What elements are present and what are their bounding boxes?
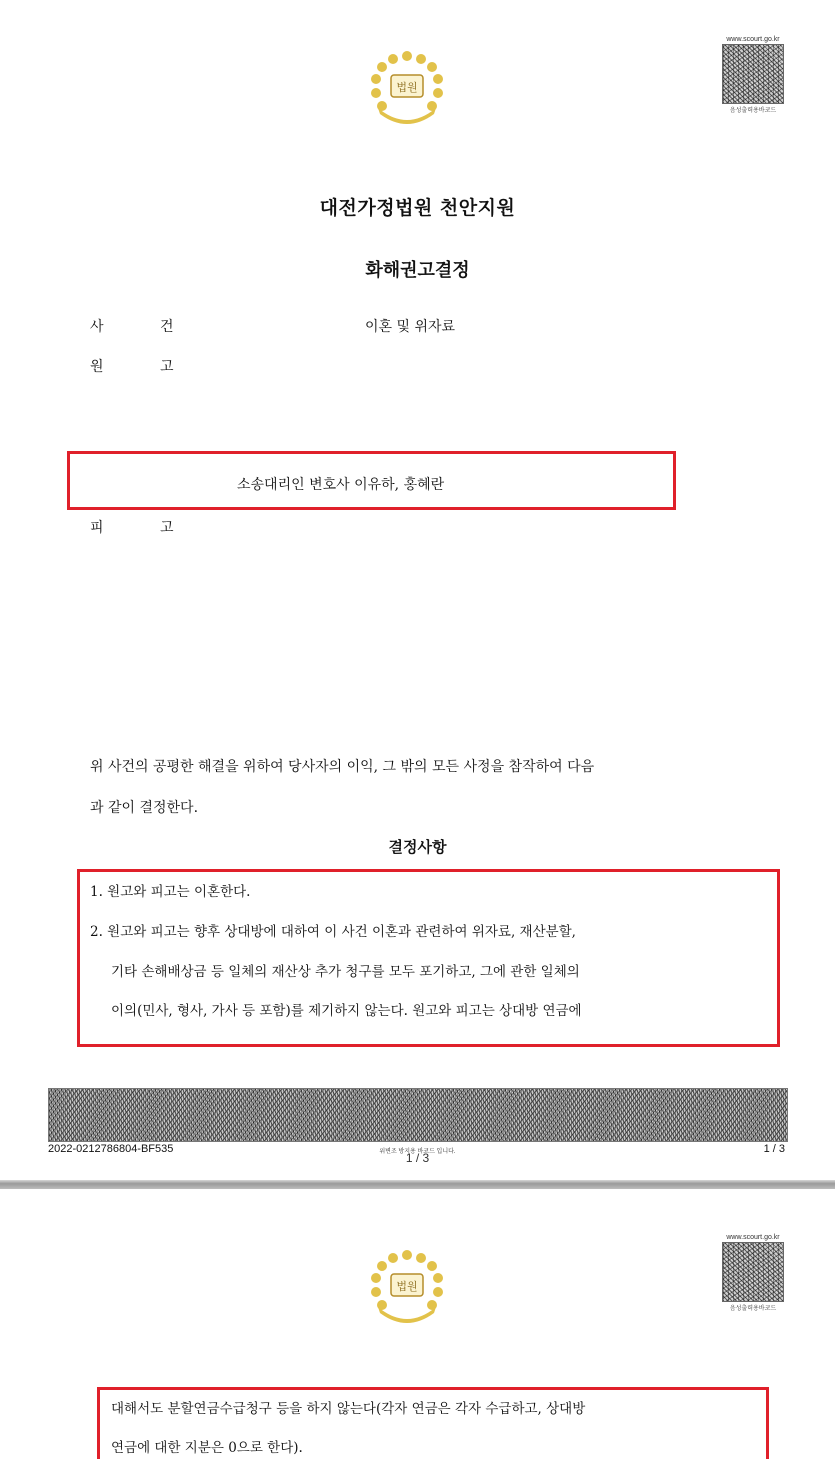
case-label-2: 건 bbox=[160, 319, 174, 335]
defendant-label-1: 피 bbox=[90, 520, 104, 536]
intro-line-2: 과 같이 결정한다. bbox=[90, 800, 199, 816]
svg-text:법원: 법원 bbox=[396, 1280, 418, 1293]
case-label-1: 사 bbox=[90, 319, 104, 335]
decision-item-1: 1. 원고와 피고는 이혼한다. bbox=[90, 884, 251, 900]
counsel-text: 소송대리인 변호사 이유하, 홍혜란 bbox=[237, 477, 445, 493]
court-name: 대전가정법원 천안지원 bbox=[319, 197, 516, 219]
court-emblem bbox=[368, 48, 446, 126]
decision-item-2-line-1: 2. 원고와 피고는 향후 상대방에 대하여 이 사건 이혼과 관련하여 위자료, 재산분할, bbox=[90, 924, 576, 940]
barcode-note: 위변조 방지용 바코드 입니다. bbox=[379, 1149, 456, 1155]
continuation-line-1: 대해서도 분할연금수급청구 등을 하지 않는다(각자 연금은 각자 수급하고, 상대방 bbox=[111, 1401, 586, 1417]
page-separator bbox=[0, 1180, 835, 1189]
qr-caption: 음성출력용바코드 bbox=[729, 1306, 777, 1312]
qr-url-text: www.scourt.go.kr bbox=[726, 1234, 780, 1241]
svg-text:법원: 법원 bbox=[396, 81, 418, 94]
scourt-qr-code bbox=[722, 36, 784, 114]
intro-line-1: 위 사건의 공평한 해결을 위하여 당사자의 이익, 그 밖의 모든 사정을 참작하여 다음 bbox=[90, 759, 595, 775]
page-number-center: 1 / 3 bbox=[405, 1151, 430, 1165]
document-page-2 bbox=[0, 1189, 835, 1459]
court-emblem bbox=[368, 1247, 446, 1325]
case-value: 이혼 및 위자료 bbox=[365, 319, 456, 335]
decision-item-2-line-3: 이의(민사, 형사, 가사 등 포함)를 제기하지 않는다. 원고와 피고는 상대방 연금에 bbox=[111, 1003, 582, 1019]
qr-url-text: www.scourt.go.kr bbox=[726, 36, 780, 43]
qr-code-image bbox=[722, 44, 784, 104]
anti-forgery-barcode bbox=[48, 1088, 788, 1142]
scourt-qr-code bbox=[722, 1234, 784, 1312]
plaintiff-label-1: 원 bbox=[90, 359, 104, 375]
section-title: 결정사항 bbox=[388, 838, 447, 856]
document-title: 화해권고결정 bbox=[365, 260, 470, 281]
plaintiff-label-2: 고 bbox=[160, 359, 174, 375]
document-id: 2022-0212786804-BF535 bbox=[48, 1143, 174, 1155]
continuation-line-2: 연금에 대한 지분은 0으로 한다). bbox=[111, 1440, 303, 1456]
qr-code-image bbox=[722, 1242, 784, 1302]
page-number-right: 1 / 3 bbox=[763, 1143, 785, 1155]
defendant-label-2: 고 bbox=[160, 520, 174, 536]
decision-item-2-line-2: 기타 손해배상금 등 일체의 재산상 추가 청구를 모두 포기하고, 그에 관한 일체의 bbox=[111, 964, 580, 980]
qr-caption: 음성출력용바코드 bbox=[729, 108, 777, 114]
